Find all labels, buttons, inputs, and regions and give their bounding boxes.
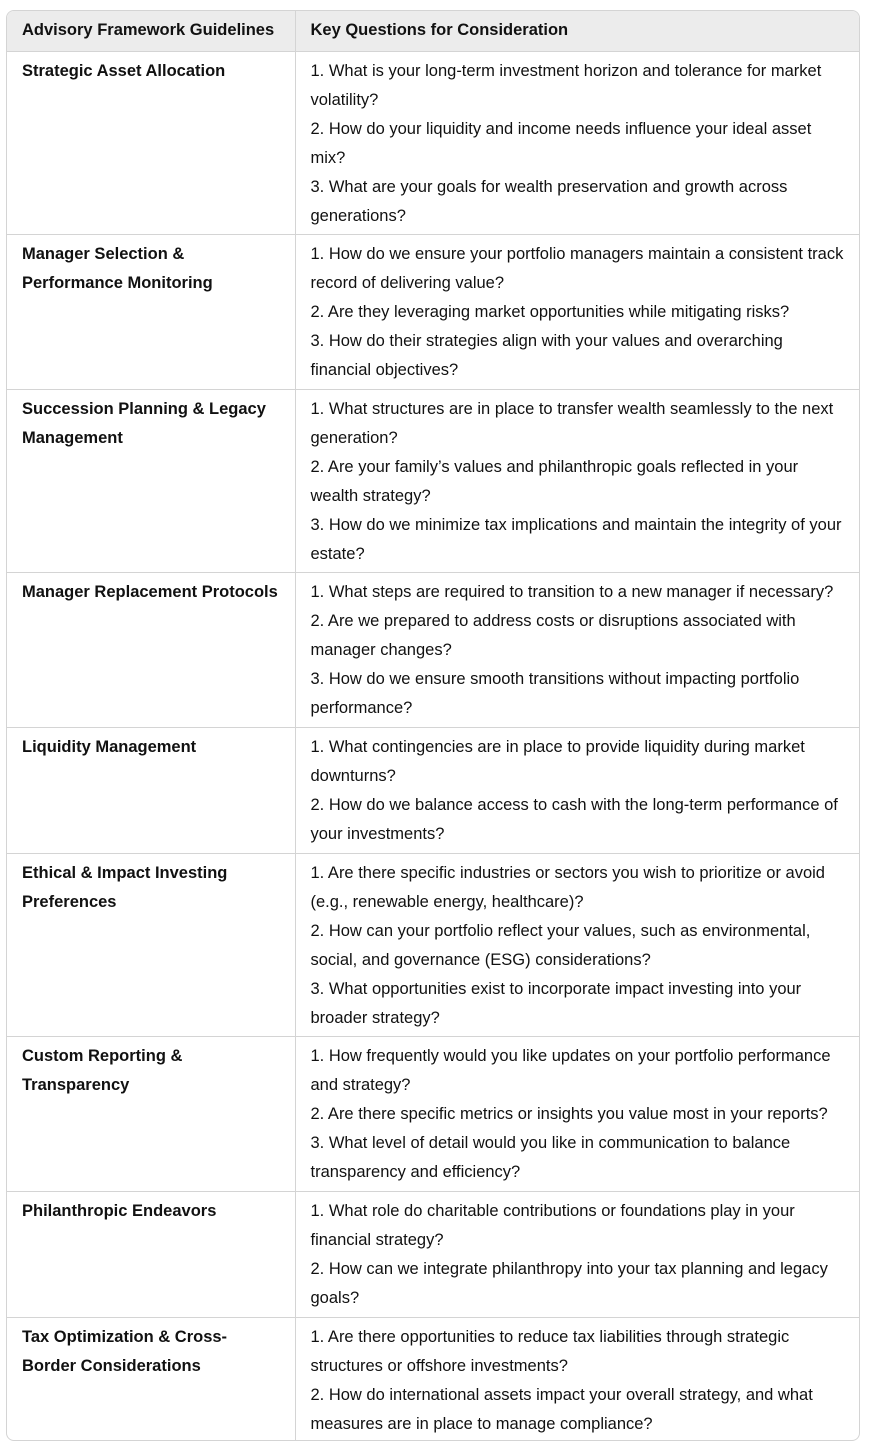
table-row [7,853,859,1036]
question-text: 1. Are there specific industries or sectors you wish to prioritize or avoid (e.g., renewable energy, healthcare)? [310,863,825,911]
guideline-cell: Succession Planning & Legacy Management [7,389,295,572]
column-header-guidelines: Advisory Framework Guidelines [7,11,295,51]
questions-cell [295,1317,859,1441]
question-text: 2. Are there specific metrics or insights you value most in your reports? [310,1104,828,1123]
table-body [7,51,859,1441]
question-text: 1. How frequently would you like updates on your portfolio performance and strategy? [310,1046,831,1094]
question-text: 2. How do we balance access to cash with the long-term performance of your investments? [310,795,838,843]
advisory-framework-table-container [6,10,860,1441]
table-row [7,572,859,727]
questions-cell [295,234,859,389]
questions-cell [295,572,859,727]
table-row [7,234,859,389]
column-header-questions: Key Questions for Consideration [295,11,859,51]
guideline-cell: Liquidity Management [7,727,295,853]
table-row [7,51,859,234]
question-text: 2. How can your portfolio reflect your values, such as environmental, social, and governance (ESG) considerations? [310,921,811,969]
table-row [7,1317,859,1441]
table-row [7,1191,859,1317]
guideline-cell: Manager Selection & Performance Monitoring [7,234,295,389]
table-row [7,389,859,572]
question-text: 1. What is your long-term investment horizon and tolerance for market volatility? [310,61,822,109]
question-text: 1. What role do charitable contributions or foundations play in your financial strategy? [310,1201,795,1249]
question-text: 1. How do we ensure your portfolio managers maintain a consistent track record of delivering value? [310,244,844,292]
question-text: 1. What steps are required to transition to a new manager if necessary? [310,582,834,601]
questions-cell [295,1036,859,1191]
question-text: 2. How do international assets impact your overall strategy, and what measures are in place to manage compliance? [310,1385,813,1433]
questions-cell [295,853,859,1036]
table-header-row [7,11,859,51]
table-row [7,727,859,853]
question-text: 3. What level of detail would you like in communication to balance transparency and efficiency? [310,1133,791,1181]
questions-cell [295,51,859,234]
question-text: 3. How do their strategies align with your values and overarching financial objectives? [310,331,783,379]
table-row [7,1036,859,1191]
guideline-cell: Tax Optimization & Cross-Border Considerations [7,1317,295,1441]
questions-cell [295,389,859,572]
guideline-cell: Manager Replacement Protocols [7,572,295,727]
question-text: 1. What structures are in place to transfer wealth seamlessly to the next generation? [310,399,834,447]
table-header [7,11,859,51]
guideline-cell: Ethical & Impact Investing Preferences [7,853,295,1036]
advisory-framework-table [7,11,859,1441]
guideline-cell: Custom Reporting & Transparency [7,1036,295,1191]
guideline-cell: Philanthropic Endeavors [7,1191,295,1317]
questions-cell [295,1191,859,1317]
guideline-cell: Strategic Asset Allocation [7,51,295,234]
question-text: 2. Are your family’s values and philanthropic goals reflected in your wealth strategy? [310,457,799,505]
question-text: 1. What contingencies are in place to provide liquidity during market downturns? [310,737,805,785]
question-text: 1. Are there opportunities to reduce tax liabilities through strategic structures or offshore investments? [310,1327,790,1375]
questions-cell [295,727,859,853]
question-text: 3. How do we minimize tax implications and maintain the integrity of your estate? [310,515,842,563]
question-text: 3. What are your goals for wealth preservation and growth across generations? [310,177,788,225]
question-text: 2. How do your liquidity and income needs influence your ideal asset mix? [310,119,812,167]
question-text: 2. Are we prepared to address costs or disruptions associated with manager changes? [310,611,796,659]
question-text: 3. What opportunities exist to incorporate impact investing into your broader strategy? [310,979,802,1027]
question-text: 2. Are they leveraging market opportunities while mitigating risks? [310,302,790,321]
question-text: 3. How do we ensure smooth transitions without impacting portfolio performance? [310,669,800,717]
question-text: 2. How can we integrate philanthropy into your tax planning and legacy goals? [310,1259,828,1307]
